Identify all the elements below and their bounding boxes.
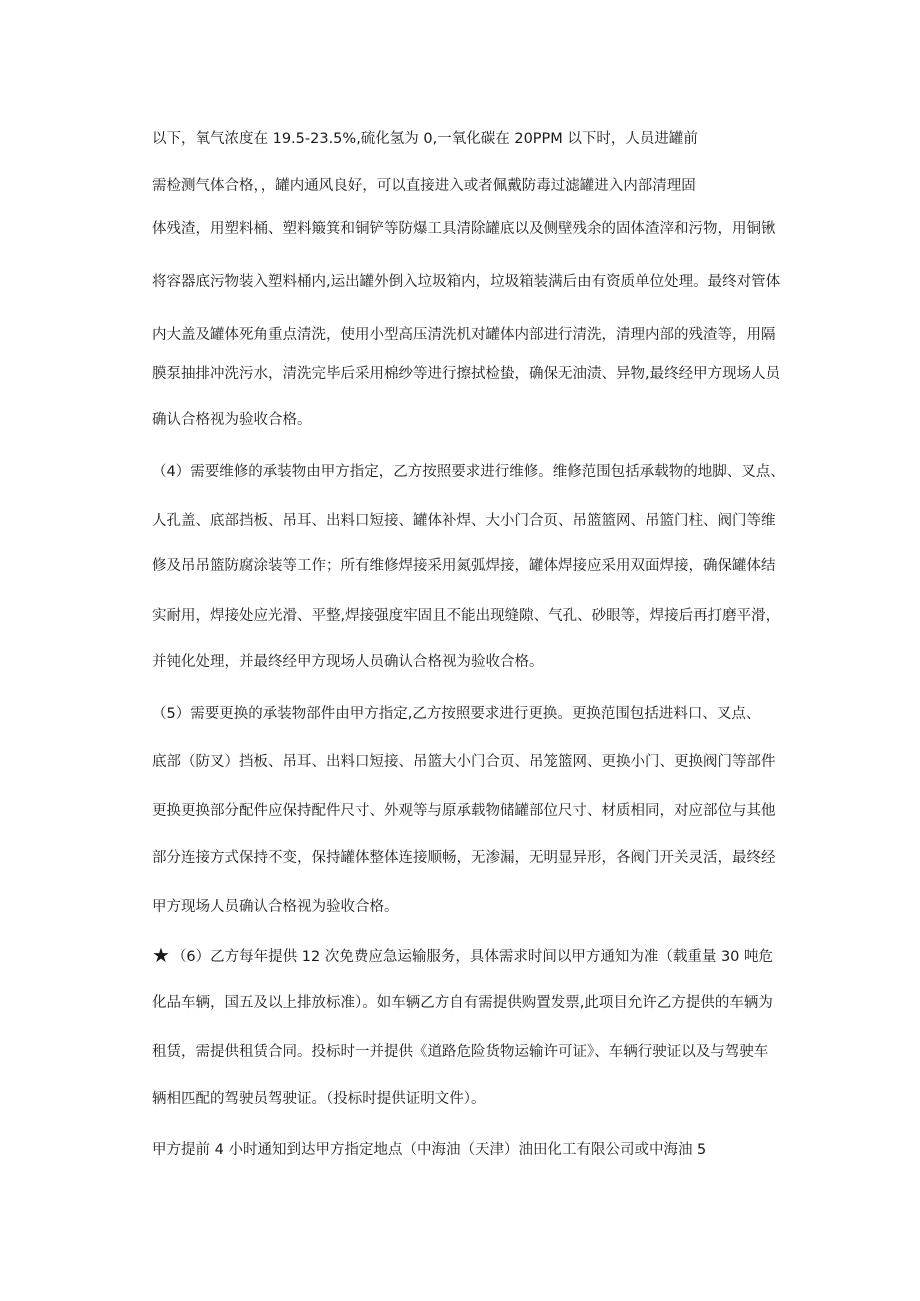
paragraph-line: 体残渣，用塑料桶、塑料簸箕和铜铲等防爆工具清除罐底以及侧壁残余的固体渣滓和污物，用铜锹 [152, 221, 776, 237]
paragraph-line: 将容器底污物装入塑料桶内,运出罐外倒入垃圾箱内，垃圾箱装满后由有资质单位处理。最终对管体 [152, 274, 781, 290]
paragraph-line: 部分连接方式保持不变，保持罐体整体连接顺畅，无渗漏，无明显异形，各阀门开关灵活，最终经 [152, 850, 776, 866]
paragraph-line: 辆相匹配的驾驶员驾驶证。（投标时提供证明文件）。 [152, 1091, 486, 1107]
paragraph-line: 以下，氧气浓度在 19.5-23.5%,硫化氢为 0,一氧化碳在 20PPM 以下时，人员进罐前 [152, 131, 698, 147]
paragraph-text: （6）乙方每年提供 12 次免费应急运输服务，具体需求时间以甲方通知为准（载重量 30 吨危 [171, 949, 773, 965]
star-icon: ★ [152, 944, 170, 967]
paragraph-line: 人孔盖、底部挡板、吊耳、出料口短接、罐体补焊、大小门合页、吊篮篮网、吊篮门柱、阀门等维 [152, 513, 776, 529]
paragraph-line: 更换更换部分配件应保持配件尺寸、外观等与原承载物储罐部位尺寸、材质相同，对应部位与其他 [152, 803, 776, 819]
paragraph-line: 膜泵抽排冲洗污水，清洗完毕后采用棉纱等进行擦拭检蛰，确保无油渍、异物,最终经甲方现场人员 [152, 366, 781, 382]
paragraph-line: 甲方提前 4 小时通知到达甲方指定地点（中海油（天津）油田化工有限公司或中海油 5 [152, 1142, 707, 1158]
paragraph-line: （4）需要维修的承装物由甲方指定，乙方按照要求进行维修。维修范围包括承载物的地脚、叉点、 [152, 464, 785, 480]
paragraph-line: 确认合格视为验收合格。 [152, 412, 312, 428]
paragraph-line: 需检测气体合格，，罐内通风良好，可以直接进入或者佩戴防毒过滤罐进入内部清理固 [152, 178, 696, 194]
paragraph-line: （5）需要更换的承装物部件由甲方指定,乙方按照要求进行更换。更换范围包括进料口、叉点、 [152, 706, 761, 722]
starred-paragraph-line [152, 944, 802, 967]
paragraph-line: 甲方现场人员确认合格视为验收合格。 [152, 899, 399, 915]
paragraph-line: 并钝化处理，并最终经甲方现场人员确认合格视为验收合格。 [152, 654, 544, 670]
paragraph-line: 化品车辆，国五及以上排放标准）。如车辆乙方自有需提供购置发票,此项目允许乙方提供的车辆为 [152, 995, 773, 1011]
paragraph-line: 内大盖及罐体死角重点清洗，使用小型高压清洗机对罐体内部进行清洗，清理内部的残渣等，用隔 [152, 327, 776, 343]
paragraph-line: 实耐用，焊接处应光滑、平整,焊接强度牢固且不能出现缝隙、气孔、砂眼等，焊接后再打磨平滑， [152, 608, 781, 624]
paragraph-line: 修及吊吊篮防腐涂装等工作；所有维修焊接采用氮弧焊接，罐体焊接应采用双面焊接，确保罐体结 [152, 558, 776, 574]
paragraph-line: 租赁，需提供租赁合同。投标时一并提供《道路危险货物运输许可证》、车辆行驶证以及与驾驶车 [152, 1044, 769, 1060]
paragraph-line: 底部（防叉）挡板、吊耳、出料口短接、吊篮大小门合页、吊笼篮网、更换小门、更换阀门等部件 [152, 754, 776, 770]
